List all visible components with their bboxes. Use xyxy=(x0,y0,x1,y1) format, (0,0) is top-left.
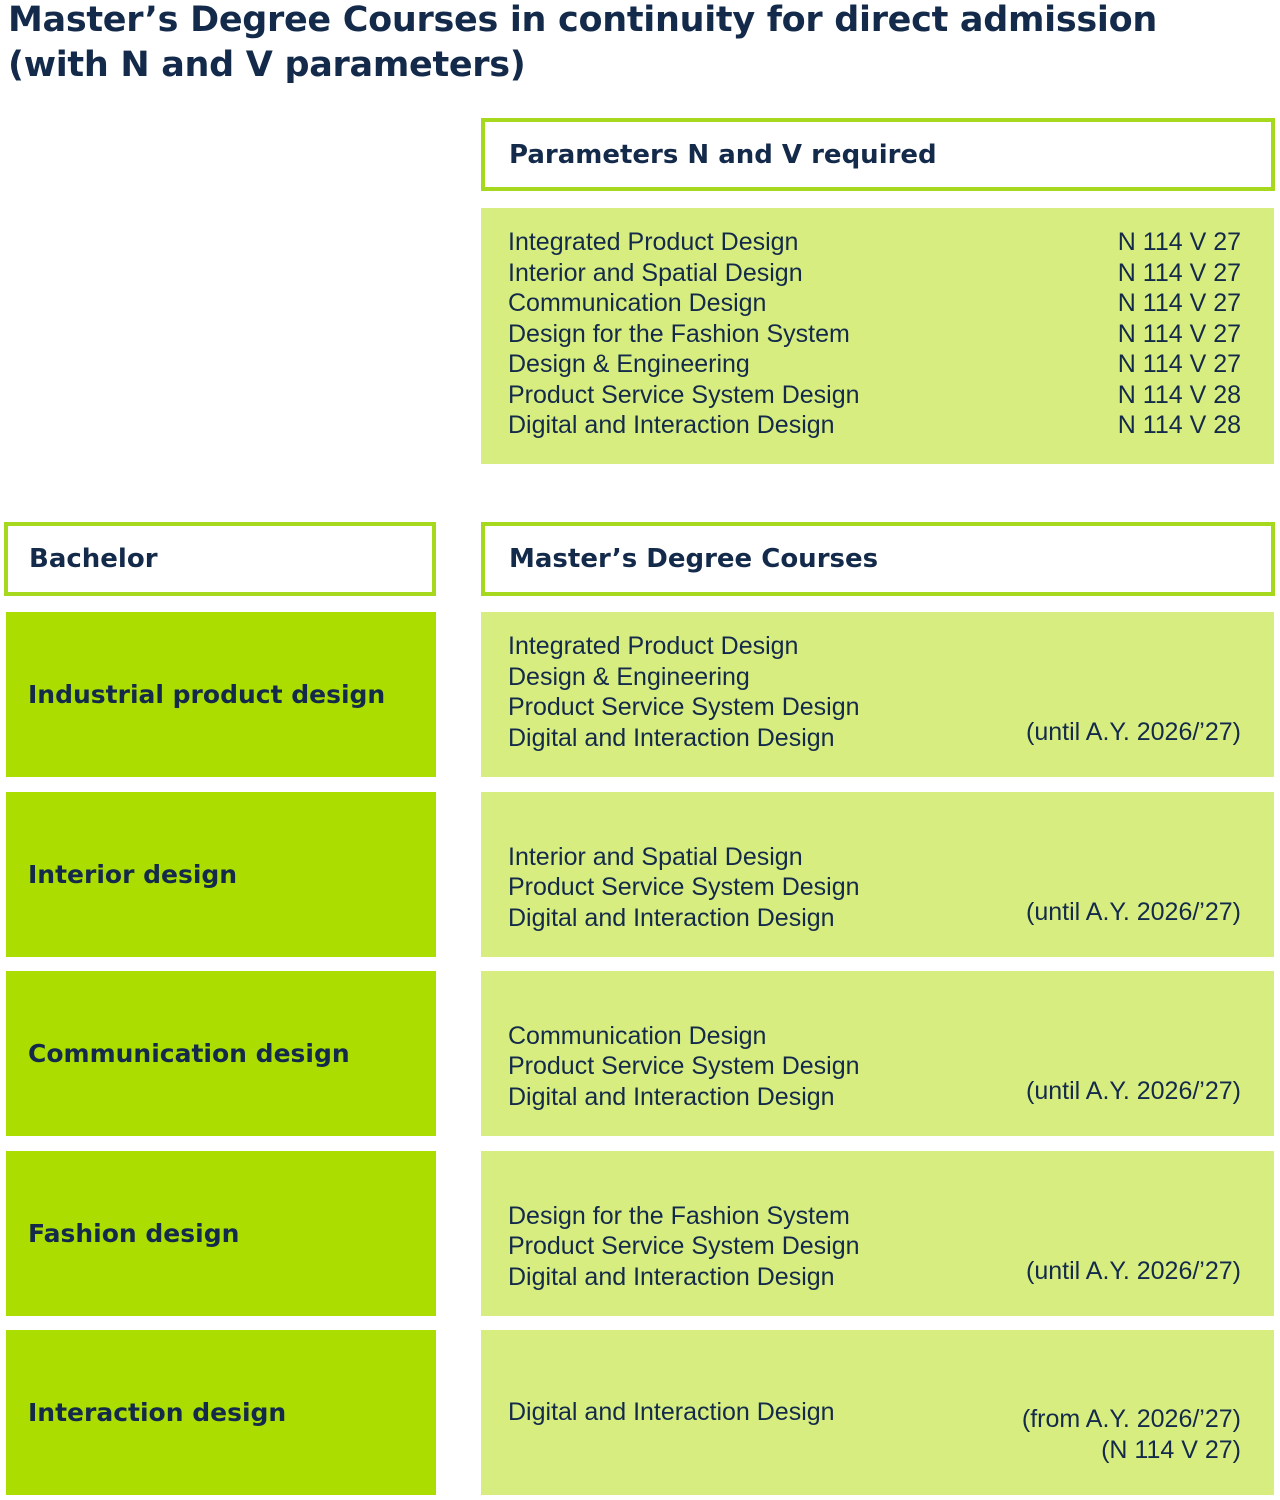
masters-course-list xyxy=(508,631,860,753)
availability-note-line: (until A.Y. 2026/’27) xyxy=(1026,717,1241,746)
parameter-value: N 114 V 27 xyxy=(1117,228,1241,256)
masters-cell xyxy=(481,971,1274,1136)
bachelor-name: Interaction design xyxy=(28,1398,287,1427)
availability-note-line: (from A.Y. 2026/’27) xyxy=(1021,1405,1241,1433)
parameter-value: N 114 V 27 xyxy=(1117,319,1241,348)
masters-course: Product Service System Design xyxy=(508,693,860,721)
bachelor-cell xyxy=(6,792,436,957)
availability-note xyxy=(1026,897,1241,928)
bachelor-cell xyxy=(6,612,436,777)
parameter-course: Integrated Product Design xyxy=(508,228,799,256)
masters-cell xyxy=(481,1151,1274,1316)
masters-course: Digital and Interaction Design xyxy=(508,723,835,752)
masters-course-list xyxy=(508,1397,835,1428)
parameter-course: Interior and Spatial Design xyxy=(508,258,803,287)
parameters-panel xyxy=(481,208,1274,464)
bachelor-name: Communication design xyxy=(28,1039,350,1068)
parameter-row xyxy=(508,258,1241,289)
masters-cell xyxy=(481,1330,1274,1495)
parameter-row xyxy=(508,380,1241,411)
parameter-row xyxy=(508,319,1241,350)
masters-course: Digital and Interaction Design xyxy=(508,1262,835,1291)
page-title-line-1: Master’s Degree Courses in continuity for direct admission xyxy=(8,0,1157,40)
page-title xyxy=(8,0,1157,88)
masters-header: Master’s Degree Courses xyxy=(509,544,879,574)
masters-course: Design for the Fashion System xyxy=(508,1201,850,1230)
bachelor-name: Fashion design xyxy=(28,1219,240,1248)
bachelor-cell xyxy=(6,1330,436,1495)
masters-course: Product Service System Design xyxy=(508,873,860,901)
masters-course-list xyxy=(508,1201,860,1293)
parameter-course: Communication Design xyxy=(508,289,767,317)
parameter-course: Product Service System Design xyxy=(508,380,860,409)
masters-course: Design & Engineering xyxy=(508,662,750,691)
masters-course-list xyxy=(508,842,860,934)
bachelor-header: Bachelor xyxy=(29,544,158,574)
parameter-course: Digital and Interaction Design xyxy=(508,411,835,439)
availability-note xyxy=(1026,1256,1241,1287)
parameter-value: N 114 V 28 xyxy=(1117,411,1241,439)
bachelor-cell xyxy=(6,1151,436,1316)
availability-note xyxy=(1026,717,1241,748)
masters-course: Product Service System Design xyxy=(508,1232,860,1260)
availability-note xyxy=(1022,1404,1241,1465)
parameters-header-box xyxy=(481,118,1275,191)
masters-course: Communication Design xyxy=(508,1021,767,1050)
availability-note xyxy=(1026,1076,1241,1107)
availability-note-line: (until A.Y. 2026/’27) xyxy=(1026,897,1241,926)
masters-cell xyxy=(481,612,1274,777)
masters-header-box xyxy=(481,522,1275,596)
bachelor-cell xyxy=(6,971,436,1136)
parameters-header: Parameters N and V required xyxy=(509,139,937,170)
bachelor-name: Interior design xyxy=(28,860,238,889)
parameter-value: N 114 V 27 xyxy=(1117,258,1241,287)
parameter-value: N 114 V 27 xyxy=(1117,289,1241,317)
parameter-course: Design for the Fashion System xyxy=(508,319,850,348)
parameter-row xyxy=(508,410,1241,441)
parameter-row xyxy=(508,349,1241,380)
bachelor-header-box xyxy=(4,522,436,596)
masters-course: Digital and Interaction Design xyxy=(508,903,835,932)
parameter-course: Design & Engineering xyxy=(508,350,750,378)
masters-course: Digital and Interaction Design xyxy=(508,1082,835,1111)
masters-course-list xyxy=(508,1021,860,1113)
bachelor-name: Industrial product design xyxy=(28,680,386,709)
parameter-row xyxy=(508,227,1241,258)
masters-course: Product Service System Design xyxy=(508,1052,860,1080)
availability-note-line: (until A.Y. 2026/’27) xyxy=(1026,1076,1241,1105)
page-title-line-2: (with N and V parameters) xyxy=(8,45,526,85)
masters-course: Digital and Interaction Design xyxy=(508,1397,835,1426)
availability-note-line: (N 114 V 27) xyxy=(1101,1435,1241,1464)
masters-course: Interior and Spatial Design xyxy=(508,842,803,871)
masters-cell xyxy=(481,792,1274,957)
parameter-value: N 114 V 28 xyxy=(1117,380,1241,409)
parameter-row xyxy=(508,288,1241,319)
parameter-value: N 114 V 27 xyxy=(1117,350,1241,378)
availability-note-line: (until A.Y. 2026/’27) xyxy=(1026,1256,1241,1285)
masters-course: Integrated Product Design xyxy=(508,632,799,660)
